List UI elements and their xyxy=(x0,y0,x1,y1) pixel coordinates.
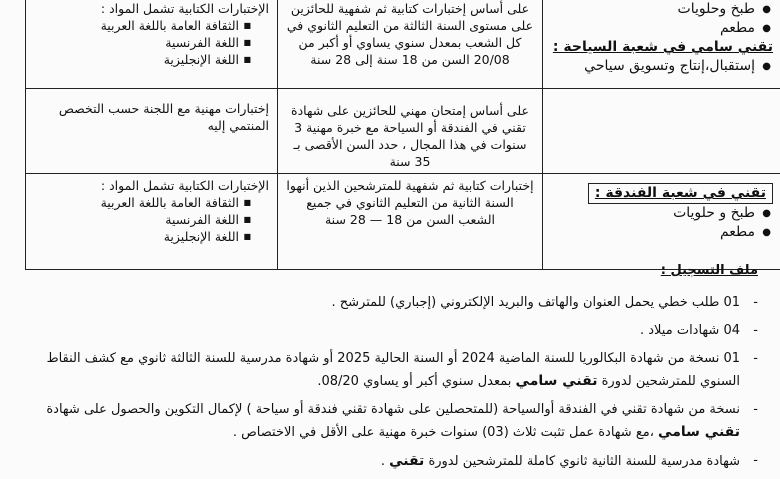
list-item: ■ اللغة الفرنسية xyxy=(34,34,239,51)
list-item: - 01 نسخة من شهادة البكالوريا للسنة الماضية 2024 أو السنة الحالية 2025 أو شهادة مدرسية للسنة الثالثة ثانوي مع كشف النقاط السنوي للمترشحين لدورة تقني سامي بمعدل سنوي أكبر أو يساوي 08/20. xyxy=(20,348,750,393)
conditions-text: إختبارات كتابية ثم شفهية للمترشحين الذين أنهوا السنة الثانية من التعليم الثانوي في جميع الشعب السن من 18 — 28 سنة xyxy=(286,177,534,228)
conditions-cell xyxy=(278,174,543,270)
table-row xyxy=(26,89,780,174)
list-item: - 01 طلب خطي يحمل العنوان والهاتف والبريد الإلكتروني (إجباري) للمترشح . xyxy=(20,292,750,314)
conditions-text: على أساس إختبارات كتابية ثم شفهية للحائزين على مستوى السنة الثالثة من التعليم الثانوي في كل الشعب بمعدل سنوي يساوي أو أكبر من 20/08 السن من 18 سنة إلى 28 سنة xyxy=(286,0,534,68)
list-item: ● طبخ و حلويات xyxy=(551,204,755,223)
list-item: - شهادة مدرسية للسنة الثانية ثانوي كاملة للمترشحين لدورة تقني . xyxy=(20,450,750,473)
table-row xyxy=(26,174,780,270)
exams-heading: الإختبارات الكتابية تشمل المواد : xyxy=(34,177,269,194)
exams-text: إختبارات مهنية مع اللجنة حسب التخصص المنتمي إليه xyxy=(34,92,269,134)
programs-table xyxy=(25,0,780,270)
dossier-items xyxy=(20,292,750,479)
list-item: ■ اللغة الفرنسية xyxy=(34,211,239,228)
specialty-list xyxy=(551,57,773,76)
list-item: ● مطعم xyxy=(551,19,755,38)
exams-cell xyxy=(26,0,278,89)
list-item: ■ اللغة الإنجليزية xyxy=(34,228,239,245)
conditions-cell xyxy=(278,89,543,174)
exams-heading: الإختبارات الكتابية تشمل المواد : xyxy=(34,0,269,17)
list-item: ● مطعم xyxy=(551,223,755,242)
dossier-title: ملف التسجيل : xyxy=(661,263,758,278)
list-item: ■ الثقافة العامة باللغة العربية xyxy=(34,194,239,211)
specialty-heading: تقني في شعبة الفندقة : xyxy=(588,183,773,204)
list-item: ● طبخ وحلويات xyxy=(551,0,755,19)
exams-list xyxy=(34,17,269,68)
exams-cell xyxy=(26,89,278,174)
conditions-text: على أساس إمتحان مهني للحائزين على شهادة تقني في الفندقة أو السياحة مع خبرة مهنية 3 سنوات في هذا المجال ، حدد السن الأقصى بـ 35 سنة xyxy=(286,92,534,170)
specialty-cell-empty xyxy=(543,89,780,174)
list-item: ● إستقبال،إنتاج وتسويق سياحي xyxy=(551,57,755,76)
list-item: - نسخة من شهادة تقني في الفندقة أوالسياحة (للمتحصلين على شهادة تقني فندقة أو سياحة ) لإكمال التكوين والحصول على شهادة تقني سامي ،مع شهادة عمل تثبت ثلاث (03) سنوات خبرة مهنية على الأقل في الاختصاص . xyxy=(20,399,750,444)
list-item: - 04 شهادات ميلاد . xyxy=(20,320,750,342)
list-item: ■ الثقافة العامة باللغة العربية xyxy=(34,17,239,34)
conditions-cell xyxy=(278,0,543,89)
specialty-list-top xyxy=(551,0,773,38)
table-row xyxy=(26,0,780,89)
specialty-cell xyxy=(543,0,780,89)
specialty-heading: تقني سامي في شعبة السياحة : xyxy=(551,38,773,57)
specialty-list xyxy=(551,204,773,242)
specialty-cell xyxy=(543,174,780,270)
exams-list xyxy=(34,194,269,245)
exams-cell xyxy=(26,174,278,270)
list-item: ■ اللغة الإنجليزية xyxy=(34,51,239,68)
